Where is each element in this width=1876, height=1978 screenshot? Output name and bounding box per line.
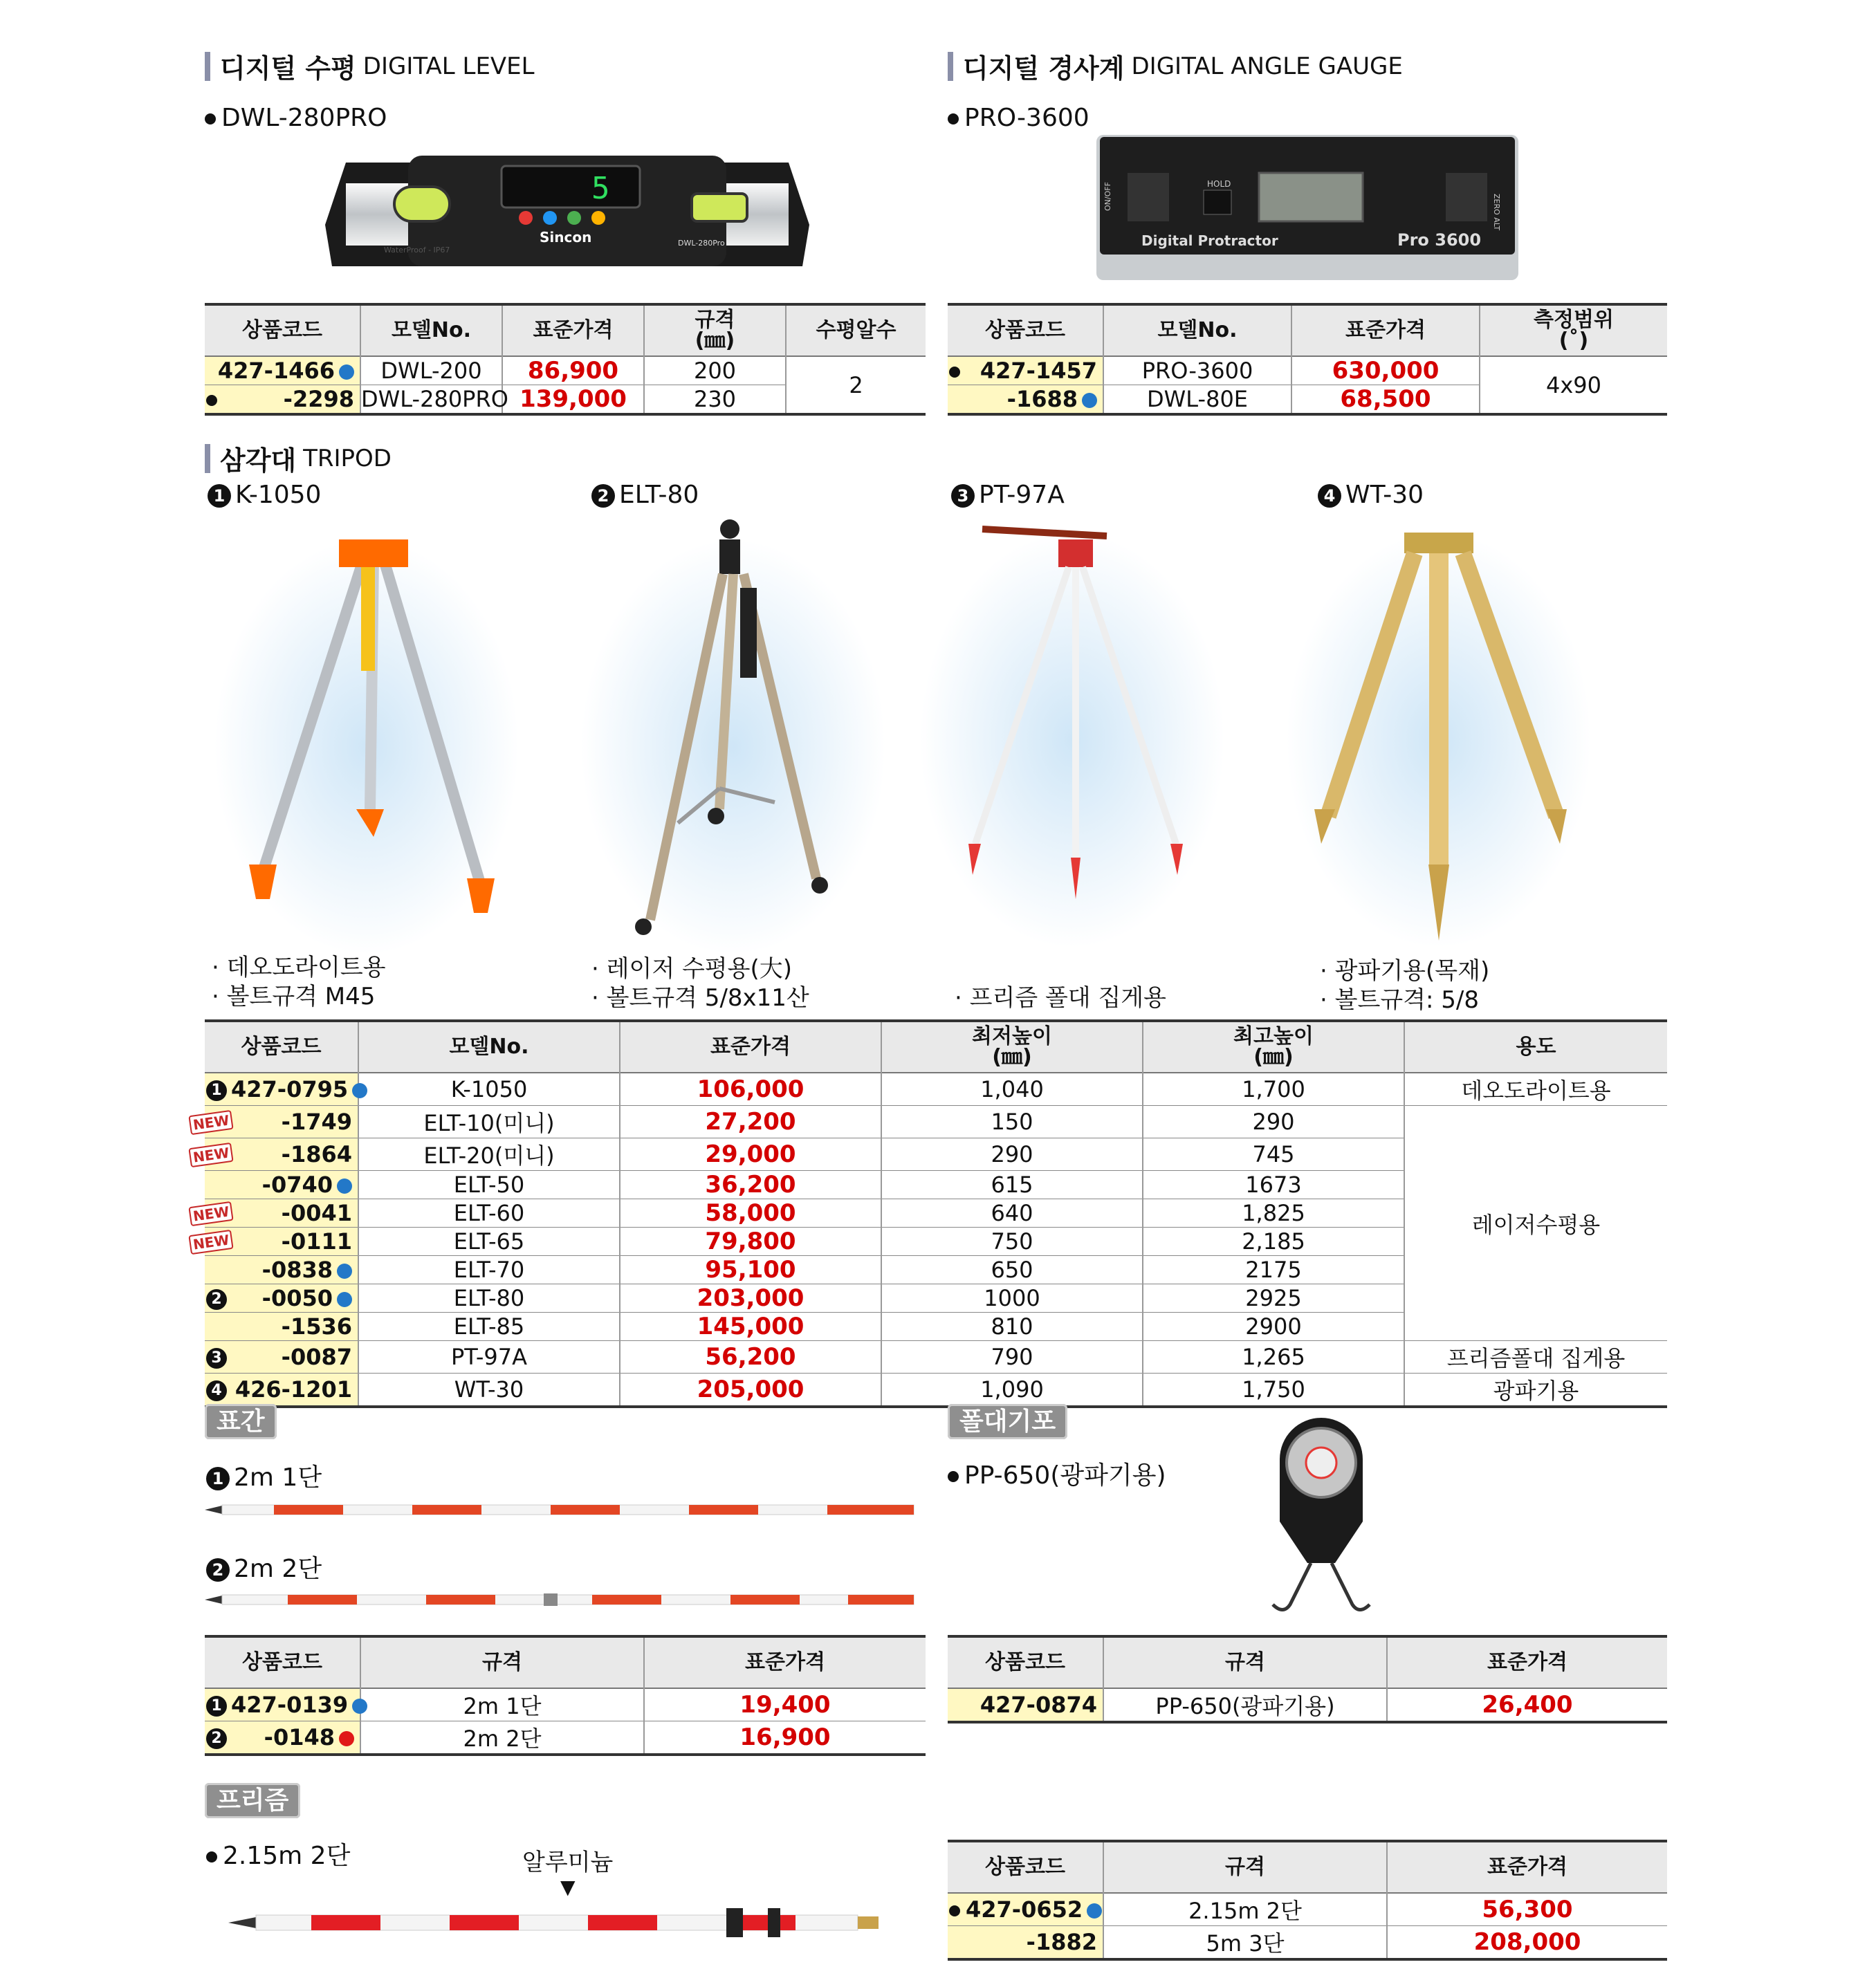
tripod-title-en: TRIPOD — [303, 444, 392, 472]
zero-label: ZERO ALT — [1492, 194, 1501, 231]
col-header: 표준가격 — [1387, 1841, 1667, 1893]
staff-table — [205, 1635, 926, 1756]
level-model-text: DWL-280PRO — [221, 104, 387, 132]
usage-cell: 데오도라이트용 — [1404, 1073, 1667, 1106]
level-title-ko: 디지털 수평 — [220, 53, 356, 84]
vials-cell: 2 — [786, 356, 926, 414]
product-code: 1 427-0139 — [205, 1688, 360, 1721]
number-badge: 3 — [951, 484, 975, 508]
col-header: 모델No. — [360, 304, 502, 356]
staff-item-1-label: 1 2m 1단 — [206, 1458, 322, 1493]
angle-title-ko: 디지털 경사계 — [963, 53, 1125, 84]
level-model-label — [205, 104, 387, 132]
tripod-1-features: · 데오도라이트용 · 볼트규격 M45 — [212, 954, 386, 1010]
min-height-cell: 790 — [881, 1341, 1143, 1374]
price-cell: 36,200 — [620, 1171, 881, 1199]
col-header: 모델No. — [1103, 304, 1291, 356]
col-header: 규격 — [1103, 1841, 1387, 1893]
col-header: 수평알수 — [786, 304, 926, 356]
model-cell: ELT-60 — [358, 1199, 620, 1228]
col-header: 규격 — [360, 1636, 644, 1688]
tripod-item-1: 1 K-1050 — [208, 481, 321, 509]
product-code: NEW -1749 — [205, 1106, 358, 1138]
table-row — [948, 1688, 1667, 1722]
table-row — [205, 1374, 1667, 1407]
blue-dot-icon — [337, 1264, 352, 1279]
new-badge: NEW — [188, 1201, 234, 1226]
tripod-section-title — [205, 439, 392, 477]
max-height-cell: 2925 — [1143, 1284, 1404, 1313]
usage-cell: 프리즘폴대 집게용 — [1404, 1341, 1667, 1374]
price-cell: 56,300 — [1387, 1893, 1667, 1926]
table-row — [948, 1893, 1667, 1926]
price-cell: 29,000 — [620, 1138, 881, 1171]
angle-gauge-image — [1093, 131, 1522, 284]
usage-cell: 광파기용 — [1404, 1374, 1667, 1407]
table-row — [205, 1106, 1667, 1138]
tripod-title-ko: 삼각대 — [220, 445, 297, 476]
model-cell: WT-30 — [358, 1374, 620, 1407]
table-row — [205, 1688, 926, 1721]
model-cell: ELT-80 — [358, 1284, 620, 1313]
col-header: 표준가격 — [1387, 1636, 1667, 1688]
price-cell: 205,000 — [620, 1374, 881, 1407]
price-cell: 79,800 — [620, 1228, 881, 1256]
table-row — [205, 356, 926, 385]
number-badge: 1 — [206, 1696, 227, 1717]
number-badge: 1 — [206, 1080, 227, 1101]
blue-dot-icon — [352, 1699, 367, 1714]
spec-cell: 5m 3단 — [1103, 1926, 1387, 1960]
product-code: NEW -1864 — [205, 1138, 358, 1171]
staff-rod-1-image — [205, 1499, 917, 1520]
tripod-images — [208, 512, 1695, 954]
tripod-elt80-image — [581, 519, 885, 954]
number-badge: 4 — [206, 1380, 227, 1401]
tripod-item-2: 2 ELT-80 — [591, 481, 699, 509]
product-code: 2 -0050 — [205, 1284, 358, 1313]
price-cell: 56,200 — [620, 1341, 881, 1374]
col-header: 상품코드 — [948, 1841, 1103, 1893]
col-header: 표준가격 — [644, 1636, 926, 1688]
min-height-cell: 1,040 — [881, 1073, 1143, 1106]
product-code: -1882 — [948, 1926, 1103, 1960]
product-code: NEW -0111 — [205, 1228, 358, 1256]
new-badge: NEW — [188, 1230, 234, 1255]
bullet-icon — [206, 395, 217, 406]
table-row — [948, 1926, 1667, 1960]
blue-dot-icon — [337, 1179, 352, 1194]
price-cell: 26,400 — [1387, 1688, 1667, 1722]
tripod-item-3: 3 PT-97A — [951, 481, 1065, 509]
min-height-cell: 1000 — [881, 1284, 1143, 1313]
min-height-cell: 650 — [881, 1256, 1143, 1284]
new-badge: NEW — [188, 1110, 234, 1135]
vial-icon — [394, 187, 450, 221]
model-cell: PRO-3600 — [1103, 356, 1291, 385]
bullet-icon — [948, 1471, 959, 1482]
title-bar — [205, 444, 210, 473]
model-cell: DWL-200 — [360, 356, 502, 385]
product-code: 1 427-0795 — [205, 1073, 358, 1106]
number-badge: 2 — [206, 1728, 227, 1749]
price-cell: 208,000 — [1387, 1926, 1667, 1960]
price-cell: 139,000 — [502, 385, 644, 415]
vial-icon — [692, 194, 747, 221]
max-height-cell: 1,700 — [1143, 1073, 1404, 1106]
bullet-icon — [206, 1851, 217, 1863]
level-model-print: DWL-280Pro — [678, 239, 725, 248]
col-header: 측정범위 (˚) — [1480, 304, 1667, 356]
max-height-cell: 1,825 — [1143, 1199, 1404, 1228]
col-header: 표준가격 — [620, 1021, 881, 1073]
min-height-cell: 750 — [881, 1228, 1143, 1256]
col-header: 모델No. — [358, 1021, 620, 1073]
max-height-cell: 2,185 — [1143, 1228, 1404, 1256]
angle-section-title — [948, 47, 1403, 85]
pole-tag: 폴대기포 — [948, 1402, 1067, 1437]
level-table — [205, 303, 926, 416]
col-header: 규격 (㎜) — [644, 304, 786, 356]
model-cell: ELT-50 — [358, 1171, 620, 1199]
tripod-table — [192, 1019, 1667, 1408]
product-code: 427-1457 — [948, 356, 1103, 385]
col-header: 용도 — [1404, 1021, 1667, 1073]
arrow-down-icon: ▼ — [560, 1876, 576, 1898]
prism-table — [948, 1840, 1667, 1961]
level-section-title — [205, 47, 535, 85]
product-code: NEW -0041 — [205, 1199, 358, 1228]
angle-title-en: DIGITAL ANGLE GAUGE — [1131, 52, 1403, 80]
col-header: 규격 — [1103, 1636, 1387, 1688]
product-code: -2298 — [205, 385, 360, 415]
price-cell: 58,000 — [620, 1199, 881, 1228]
max-height-cell: 290 — [1143, 1106, 1404, 1138]
col-header: 상품코드 — [205, 1636, 360, 1688]
staff-rod-2-image — [205, 1589, 917, 1610]
level-brand: Sincon — [540, 229, 592, 246]
usage-cell: 레이저수평용 — [1404, 1106, 1667, 1341]
model-cell: ELT-70 — [358, 1256, 620, 1284]
min-height-cell: 150 — [881, 1106, 1143, 1138]
min-height-cell: 810 — [881, 1313, 1143, 1341]
blue-dot-icon — [339, 364, 354, 380]
product-code: 427-1466 — [205, 356, 360, 385]
bullet-icon — [949, 367, 960, 378]
tripod-wt30-image — [1287, 533, 1591, 948]
min-height-cell: 615 — [881, 1171, 1143, 1199]
col-header: 상품코드 — [205, 1021, 358, 1073]
min-height-cell: 290 — [881, 1138, 1143, 1171]
model-cell: DWL-80E — [1103, 385, 1291, 415]
blue-dot-icon — [1087, 1903, 1102, 1919]
col-header: 상품코드 — [948, 1636, 1103, 1688]
price-cell: 630,000 — [1291, 356, 1480, 385]
price-cell: 19,400 — [644, 1688, 926, 1721]
tripod-pt97a-image — [920, 529, 1224, 948]
product-code: 427-0652 — [948, 1893, 1103, 1926]
prism-tag: 프리즘 — [205, 1781, 300, 1816]
price-cell: 106,000 — [620, 1073, 881, 1106]
col-header: 최고높이 (㎜) — [1143, 1021, 1404, 1073]
price-cell: 95,100 — [620, 1256, 881, 1284]
product-code: 4 426-1201 — [205, 1374, 358, 1407]
price-cell: 68,500 — [1291, 385, 1480, 415]
angle-model-label — [948, 104, 1089, 132]
col-header: 최저높이 (㎜) — [881, 1021, 1143, 1073]
prism-pole-image — [228, 1898, 892, 1947]
onoff-label: ON/OFF — [1103, 182, 1112, 211]
red-dot-icon — [339, 1731, 354, 1746]
bullet-icon — [949, 1905, 960, 1916]
min-height-cell: 640 — [881, 1199, 1143, 1228]
number-badge: 2 — [206, 1289, 227, 1310]
price-cell: 145,000 — [620, 1313, 881, 1341]
number-badge: 1 — [208, 484, 231, 508]
col-header: 상품코드 — [948, 304, 1103, 356]
level-title-en: DIGITAL LEVEL — [362, 52, 535, 80]
model-cell: PT-97A — [358, 1341, 620, 1374]
angle-model-text: PRO-3600 — [964, 104, 1089, 132]
max-height-cell: 1,750 — [1143, 1374, 1404, 1407]
pole-bubble-image — [1252, 1397, 1390, 1618]
spec-cell: 2m 1단 — [360, 1688, 644, 1721]
level-display-digit: 5 — [591, 171, 610, 206]
blue-dot-icon — [1082, 393, 1097, 408]
level-waterproof-label: WaterProof - IP67 — [384, 246, 450, 255]
min-height-cell: 1,090 — [881, 1374, 1143, 1407]
col-header: 표준가격 — [1291, 304, 1480, 356]
staff-item-2-label: 2 2m 2단 — [206, 1549, 322, 1584]
max-height-cell: 2175 — [1143, 1256, 1404, 1284]
product-code: 427-0874 — [948, 1688, 1103, 1722]
price-cell: 86,900 — [502, 356, 644, 385]
price-cell: 27,200 — [620, 1106, 881, 1138]
max-height-cell: 2900 — [1143, 1313, 1404, 1341]
model-cell: ELT-10(미니) — [358, 1106, 620, 1138]
model-cell: DWL-280PRO — [360, 385, 502, 415]
prism-model-label: 2.15m 2단 — [206, 1836, 350, 1871]
spec-cell: 2.15m 2단 — [1103, 1893, 1387, 1926]
title-bar — [205, 52, 210, 81]
max-height-cell: 1673 — [1143, 1171, 1404, 1199]
max-height-cell: 745 — [1143, 1138, 1404, 1171]
blue-dot-icon — [337, 1292, 352, 1307]
range-cell: 4x90 — [1480, 356, 1667, 414]
tripod-2-features: · 레이저 수평용(大) · 볼트규격 5/8x11산 — [591, 955, 809, 1012]
spec-cell: 200 — [644, 356, 786, 385]
table-row — [205, 1341, 1667, 1374]
number-badge: 4 — [1318, 484, 1341, 508]
spec-cell: 2m 2단 — [360, 1721, 644, 1755]
angle-table — [948, 303, 1667, 416]
product-code: -0838 — [205, 1256, 358, 1284]
digital-level-image — [318, 142, 816, 273]
model-cell: ELT-20(미니) — [358, 1138, 620, 1171]
number-badge: 2 — [591, 484, 615, 508]
tripod-item-4: 4 WT-30 — [1318, 481, 1424, 509]
product-code: 3 -0087 — [205, 1341, 358, 1374]
product-code: -1536 — [205, 1313, 358, 1341]
product-code: -1688 — [948, 385, 1103, 415]
gauge-right-label: Pro 3600 — [1397, 230, 1482, 250]
spec-cell: PP-650(광파기용) — [1103, 1688, 1387, 1722]
tripod-k1050-image — [214, 539, 519, 954]
table-row — [205, 1721, 926, 1755]
price-cell: 203,000 — [620, 1284, 881, 1313]
spec-cell: 230 — [644, 385, 786, 415]
price-cell: 16,900 — [644, 1721, 926, 1755]
col-header: 표준가격 — [502, 304, 644, 356]
new-badge: NEW — [188, 1143, 234, 1167]
bullet-icon — [205, 113, 216, 124]
staff-tag: 표간 — [205, 1402, 277, 1437]
pole-table — [948, 1635, 1667, 1723]
title-bar — [948, 52, 953, 81]
model-cell: ELT-65 — [358, 1228, 620, 1256]
prism-annotation: 알루미늄 — [522, 1849, 614, 1876]
max-height-cell: 1,265 — [1143, 1341, 1404, 1374]
gauge-left-label: Digital Protractor — [1141, 232, 1278, 249]
col-header: 상품코드 — [205, 304, 360, 356]
number-badge: 3 — [206, 1348, 227, 1369]
blue-dot-icon — [352, 1083, 367, 1098]
model-cell: K-1050 — [358, 1073, 620, 1106]
tripod-3-features: · 프리즘 폴대 집게용 — [955, 984, 1166, 1012]
pole-model-label: PP-650(광파기용) — [948, 1456, 1166, 1491]
table-row — [948, 356, 1667, 385]
product-code: -0740 — [205, 1171, 358, 1199]
bullet-icon — [948, 113, 959, 124]
product-code: 2 -0148 — [205, 1721, 360, 1755]
tripod-4-features: · 광파기용(목재) · 볼트규격: 5/8 — [1320, 957, 1490, 1014]
hold-label: HOLD — [1207, 179, 1231, 189]
table-row — [205, 1073, 1667, 1106]
model-cell: ELT-85 — [358, 1313, 620, 1341]
